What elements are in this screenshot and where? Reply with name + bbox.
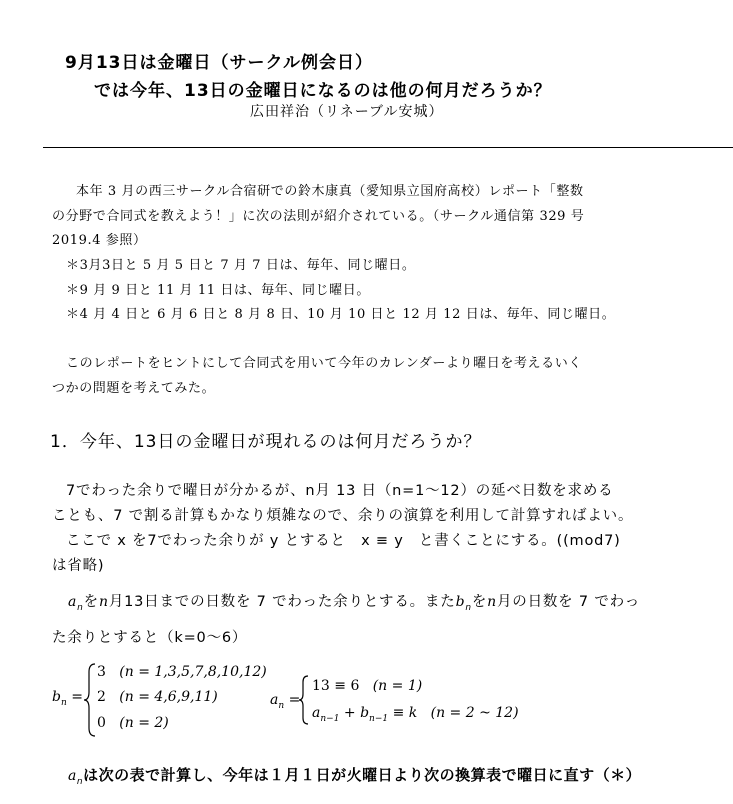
formula-b-brace [83, 662, 97, 738]
bottom-line: $a_n$は次の表で計算し、今年は１月１日が火曜日より次の換算表で曜日に直す（＊） [68, 766, 642, 787]
formula-b-case-2: 2 (n = 4,6,9,11) [97, 689, 218, 705]
intro-line-3: 2019.4 参照） [52, 233, 147, 248]
para2-line-2: つかの問題を考えてみた。 [52, 381, 216, 396]
section-line-1: 7でわった余りで曜日が分かるが、n月 13 日（n=1～12）の延べ日数を求める [66, 483, 614, 499]
section-line-3: ここで x を7でわった余りが y とすると x ≡ y と書くことにする。((mod7) [66, 533, 621, 549]
rule-1: ＊3月3日と 5 月 5 日と 7 月 7 日は、毎年、同じ曜日。 [66, 258, 416, 273]
formula-a-case-2: $a_{n-1} + b_{n-1} \equiv k$ (n = 2 ~ 12) [312, 705, 519, 724]
formula-a-lhs: $a_n$ = [270, 692, 301, 711]
an-definition-line-1: $a_n$をn月13日までの日数を 7 でわった余りとする。また$b_n$をn月の日数を 7 でわっ [68, 594, 641, 613]
author: 広田祥治（リネーブル安城） [250, 104, 444, 120]
intro-line-1: 本年 3 月の西三サークル合宿研での鈴木康真（愛知県立国府高校）レポート「整数 [76, 184, 584, 199]
formula-b-lhs: $b_n$ = [52, 689, 83, 708]
an-definition-line-2: た余りとすると（k=0～6） [52, 630, 248, 646]
formula-b-case-3: 0 (n = 2) [97, 715, 169, 731]
section-heading: 1．今年、13日の金曜日が現れるのは何月だろうか？ [50, 432, 482, 452]
formula-b-case-1: 3 (n = 1,3,5,7,8,10,12) [97, 664, 267, 680]
rule-2: ＊9 月 9 日と 11 月 11 日は、毎年、同じ曜日。 [66, 283, 370, 298]
para2-line-1: このレポートをヒントにして合同式を用いて今年のカレンダーより曜日を考えるいく [66, 356, 582, 371]
divider [43, 147, 733, 148]
section-line-4: は省略) [52, 558, 105, 574]
rule-3: ＊4 月 4 日と 6 月 6 日と 8 月 8 日、10 月 10 日と 12 月 12 日は、毎年、同じ曜日。 [66, 307, 616, 322]
formula-a-case-1: 13 ≡ 6 (n = 1) [312, 678, 423, 694]
section-line-2: ことも、7 で割る計算もかなり煩雑なので、余りの演算を利用して計算すればよい。 [52, 508, 634, 524]
formula-a-brace [298, 674, 310, 726]
intro-line-2: の分野で合同式を教えよう！」に次の法則が紹介されている。（サークル通信第 329 号 [52, 209, 585, 224]
title-line-2: では今年、13日の金曜日になるのは他の何月だろうか？ [94, 81, 552, 101]
title-line-1: 9月13日は金曜日（サークル例会日） [65, 53, 373, 73]
